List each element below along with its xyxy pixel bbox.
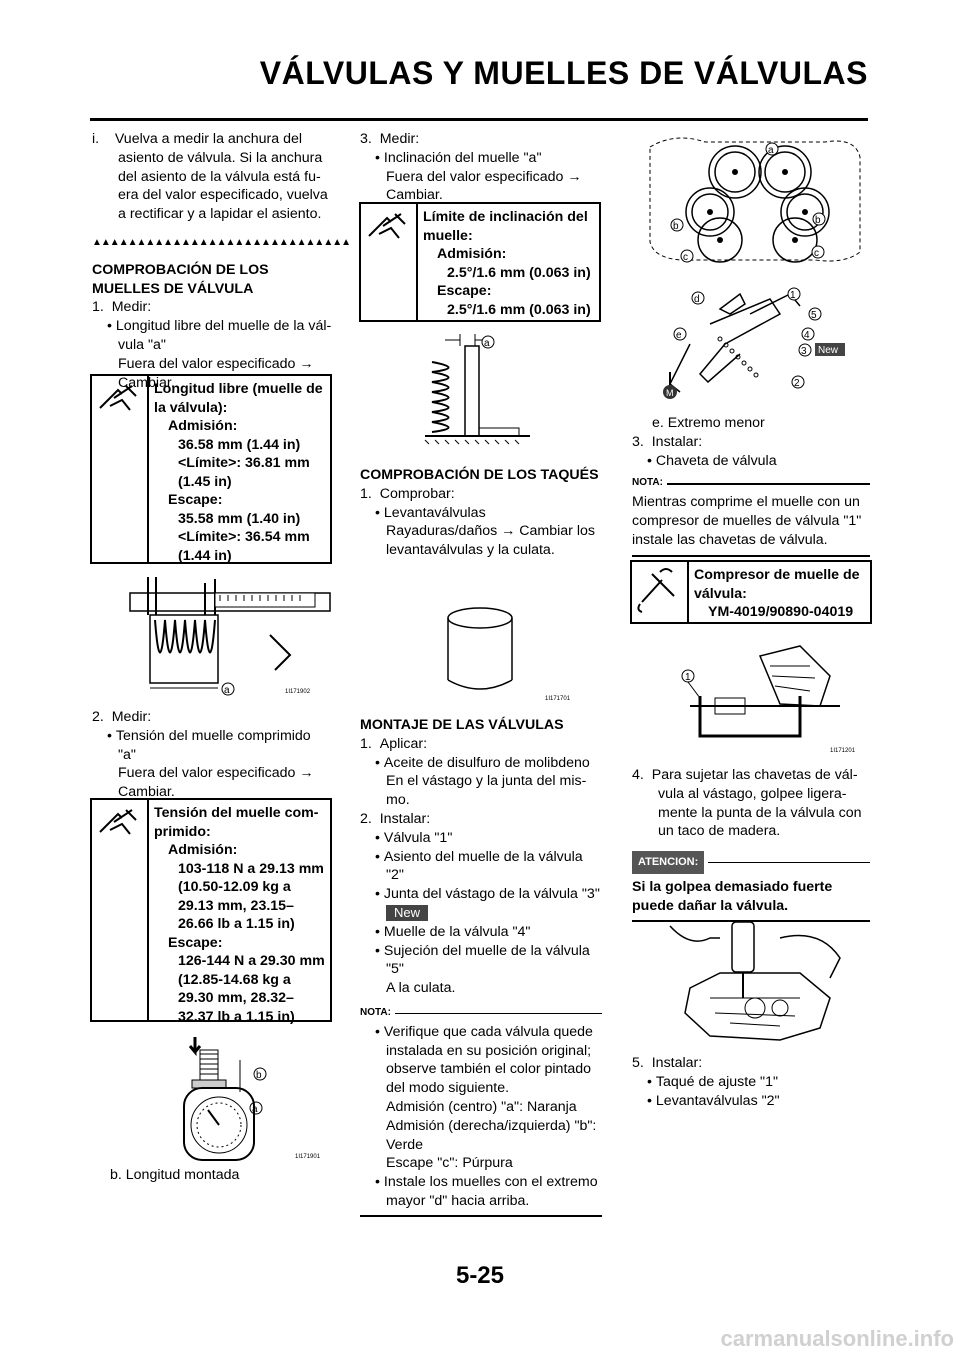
warning-text: Si la golpea demasiado fuerte puede dañar la válvula.: [632, 878, 833, 914]
figure-label: d: [694, 294, 700, 305]
bullet-text: Tensión del muelle comprimido "a": [115, 727, 311, 763]
step-number: 3.: [632, 433, 644, 450]
note-label: NOTA:: [632, 477, 663, 489]
figure-label: b: [673, 221, 679, 232]
column-2-step-3: 3. Medir: • Inclinación del muelle "a" Fuera del valor especificado → Cambiar.: [360, 130, 600, 205]
column-1-step-2: 2. Medir: • Tensión del muelle comprimido "a" Fuera del valor especificado → Cambiar.: [92, 708, 332, 802]
caliper-icon: [92, 800, 149, 1020]
figure-label: 5: [811, 310, 817, 321]
figure-label: b: [815, 215, 821, 226]
bullet-text: Inclinación del muelle "a": [383, 149, 542, 166]
spec-title: Longitud libre (muelle de la válvula):: [154, 381, 323, 416]
step-number: 2.: [92, 709, 104, 725]
note-item: Instale los muelles con el extremo mayor "d" hacia arriba.: [383, 1174, 598, 1209]
column-1: i. Vuelva a medir la anchura del asiento de válvula. Si la anchura del asiento de la válvula está fu-era del valor especificado, vuelva a rectificar y a lapidar el asiento. ▲▲▲▲▲▲▲▲▲▲▲▲▲▲▲▲▲▲▲▲▲▲▲▲▲▲▲▲▲ COMPROBACIÓN DE LOS MUELLES DE VÁLVULA 1. Medir: • Longitud libre del muelle de la vál-vula "a" Fuera del valor especificado → Cambiar.: [92, 131, 351, 391]
step-title: Medir:: [111, 299, 152, 316]
tool-box-compressor: [630, 560, 872, 624]
figure-label: 1: [790, 290, 796, 301]
figure-valve-assembly: [650, 284, 860, 410]
page-number: 5-25: [455, 1262, 505, 1289]
figure-label: c: [814, 248, 819, 259]
spec-title: Límite de inclinación del muelle:: [423, 209, 588, 244]
step-i-text: Vuelva a medir la anchura del asiento de válvula. Si la anchura del asiento de la válvula está fu-era del valor especificado, vuelva a rectificar y a lapidar el asiento.: [114, 131, 328, 223]
figure-label-m: M: [666, 388, 674, 398]
spec-value: 103-118 N a 29.13 mm (10.50-12.09 kg a 29.13 mm, 23.15–26.66 lb a 1.15 in): [178, 860, 324, 932]
figure-tappet: [430, 600, 570, 708]
column-3-step-5: 5. Instalar: • Taqué de ajuste "1" • Levantaválvulas "2": [632, 1055, 780, 1109]
note-item: Verifique que cada válvula quede instalada en su posición original; observe también el color pintado del modo siguiente.: [383, 1023, 593, 1097]
note-header: [360, 1004, 602, 1023]
header-rule: [90, 118, 868, 121]
spec-label-intake: Admisión:: [437, 246, 507, 262]
figure-code: 1I171201: [830, 748, 856, 754]
section-heading: COMPROBACIÓN DE LOS TAQUÉS: [360, 467, 599, 483]
figure-label: 1: [685, 672, 691, 683]
figure-tapping-valve: [660, 918, 860, 1046]
caliper-icon: [361, 204, 418, 320]
figure-spring-scale: [170, 1032, 335, 1162]
detail-text: En el vástago y la junta del mis-mo.: [386, 773, 587, 809]
step-number: 4.: [632, 767, 644, 783]
step-title: Comprobar:: [379, 485, 455, 502]
column-3-step-4: [632, 766, 870, 922]
figure-spring-tilt: [420, 332, 540, 450]
bullet-text: Levantaválvulas: [383, 504, 486, 521]
spec-limit: <Límite>: 36.81 mm (1.45 in): [178, 455, 310, 490]
figure-caliper-spring: [120, 575, 335, 700]
step-title: Aplicar:: [379, 735, 428, 752]
caliper-icon: [92, 376, 149, 562]
action-text: Fuera del valor especificado → Cambiar.: [118, 355, 314, 391]
step-title: Instalar:: [379, 810, 431, 827]
column-2-assembly: MONTAJE DE LAS VÁLVULAS 1. Aplicar: • Aceite de disulfuro de molibdeno En el vástago y la junta del mis-mo. 2. Instalar: • Válvula "1" • Asiento del muelle de la válvula "2" • Junta del vástago de la válvula "3" New • Muelle de la válvula "4" • Sujeción del muelle de la válvula "5" A la culata. NOTA: • Verifique que cada válvula quede instalada en su posición original; observe también el color pintado del modo siguiente. Admisión (centro) "a": Naranja Admisión (derecha/izquierda) "b": Verde Escape "c": Púrpura • Instale los muelles con el extremo mayor "d" hacia arriba.: [360, 716, 602, 1217]
action-text: Fuera del valor especificado → Cambiar.: [386, 168, 582, 204]
figure-label-a: a: [252, 1104, 258, 1115]
step-title: Medir:: [379, 131, 420, 147]
spec-value: 2.5°/1.6 mm (0.063 in): [447, 264, 591, 281]
spec-label-intake: Admisión:: [168, 842, 238, 858]
spec-box-compressed-tension: [90, 798, 332, 1025]
spec-box-free-length: [90, 374, 332, 564]
note-color: Escape "c": Púrpura: [386, 1155, 513, 1172]
figure-label: a: [768, 145, 774, 156]
spec-value: 126-144 N a 29.30 mm (12.85-14.68 kg a 29.30 mm, 28.32–32.37 lb a 1.15 in): [178, 953, 325, 1025]
figure-label: 2: [794, 378, 800, 389]
note-end-rule: [360, 1215, 602, 1217]
figure-code: 1I171901: [295, 1154, 321, 1160]
figure-label: c: [683, 252, 688, 263]
figure-label-a: a: [224, 685, 230, 696]
figure-label-a: a: [484, 338, 490, 349]
caption-e: e. Extremo menor: [652, 415, 765, 431]
list-item: Levantaválvulas "2": [655, 1092, 780, 1109]
section-heading: COMPROBACIÓN DE LOS MUELLES DE VÁLVULA: [92, 261, 269, 297]
note-text: Mientras comprime el muelle con un compresor de muelles de válvula "1" instale las chavetas de válvula.: [632, 494, 862, 548]
step-number: 1.: [92, 299, 104, 316]
list-item: Muelle de la válvula "4": [383, 923, 531, 940]
step-text: Para sujetar las chavetas de vál-vula al vástago, golpee ligera-mente la punta de la válvula con un taco de madera.: [651, 767, 862, 840]
spec-label-intake: Admisión:: [168, 418, 238, 434]
step-number: 3.: [360, 131, 372, 147]
spec-label-exhaust: Escape:: [437, 283, 492, 299]
column-3-install: e. Extremo menor 3. Instalar: • Chaveta de válvula NOTA: Mientras comprime el muelle con un compresor de muelles de válvula "1" instale las chavetas de válvula.: [632, 414, 870, 557]
step-number: i.: [92, 131, 100, 147]
column-2-tappets: COMPROBACIÓN DE LOS TAQUÉS 1. Comprobar: • Levantaválvulas Rayaduras/daños → Cambiar los levantaválvulas y la culata.: [360, 467, 599, 559]
step-number: 1.: [360, 485, 372, 502]
figure-label: e: [676, 330, 682, 341]
step-number: 5.: [632, 1055, 644, 1071]
warning-badge: ATENCION:: [632, 851, 704, 874]
caption-b: b. Longitud montada: [110, 1167, 240, 1183]
watermark: carmanualsonline.info: [720, 1326, 954, 1351]
spec-value: 35.58 mm (1.40 in): [178, 510, 301, 527]
new-badge: New: [818, 345, 839, 356]
spec-label-exhaust: Escape:: [168, 934, 223, 951]
list-item: Asiento del muelle de la válvula "2": [383, 848, 583, 884]
note-label: NOTA:: [360, 1006, 391, 1018]
note-end-rule: [632, 555, 870, 557]
step-title: Instalar:: [651, 433, 703, 450]
warning-header: [632, 851, 870, 874]
spec-value: 36.58 mm (1.44 in): [178, 436, 301, 453]
note-color: Admisión (centro) "a": Naranja: [386, 1098, 577, 1115]
detail-text: A la culata.: [386, 980, 456, 997]
figure-cylinder-head: [645, 132, 865, 267]
note-header: [632, 474, 870, 493]
spec-title: Tensión del muelle com-primido:: [154, 805, 319, 840]
bullet-text: Longitud libre del muelle de la vál-vula "a": [115, 318, 332, 353]
step-title: Medir:: [111, 709, 152, 725]
spec-value: 2.5°/1.6 mm (0.063 in): [447, 301, 591, 318]
spec-box-tilt-limit: [359, 202, 601, 322]
step-title: Instalar:: [651, 1055, 703, 1071]
action-text: Rayaduras/daños → Cambiar los levantaválvulas y la culata.: [386, 523, 595, 559]
figure-code: 1I171902: [285, 689, 311, 695]
tool-icon: [632, 562, 689, 622]
figure-label: 4: [804, 330, 810, 341]
figure-valve-compressor: [660, 636, 870, 760]
figure-code: 1I171701: [545, 696, 570, 702]
triangle-separator: ▲▲▲▲▲▲▲▲▲▲▲▲▲▲▲▲▲▲▲▲▲▲▲▲▲▲▲▲▲: [92, 236, 351, 248]
tool-title: Compresor de muelle de válvula:: [694, 567, 860, 602]
bullet-text: Aceite de disulfuro de molibdeno: [383, 754, 590, 771]
page-title: VÁLVULAS Y MUELLES DE VÁLVULAS: [259, 55, 868, 91]
figure-label: 3: [801, 346, 807, 357]
bullet-text: Chaveta de válvula: [655, 452, 777, 469]
figure-label-b: b: [256, 1070, 262, 1081]
spec-label-exhaust: Escape:: [168, 492, 223, 508]
list-item: Sujeción del muelle de la válvula "5": [383, 942, 590, 978]
note-color: Admisión (derecha/izquierda) "b": Verde: [386, 1117, 597, 1153]
list-item: Válvula "1": [383, 829, 453, 846]
section-heading: MONTAJE DE LAS VÁLVULAS: [360, 717, 564, 733]
step-number: 1.: [360, 735, 372, 752]
new-badge: New: [386, 905, 428, 921]
tool-code: YM-4019/90890-04019: [708, 604, 854, 620]
list-item: Taqué de ajuste "1": [655, 1073, 779, 1090]
step-number: 2.: [360, 810, 372, 827]
list-item: Junta del vástago de la válvula "3": [383, 886, 600, 903]
action-text: Fuera del valor especificado → Cambiar.: [118, 765, 314, 801]
spec-limit: <Límite>: 36.54 mm (1.44 in): [178, 529, 310, 564]
